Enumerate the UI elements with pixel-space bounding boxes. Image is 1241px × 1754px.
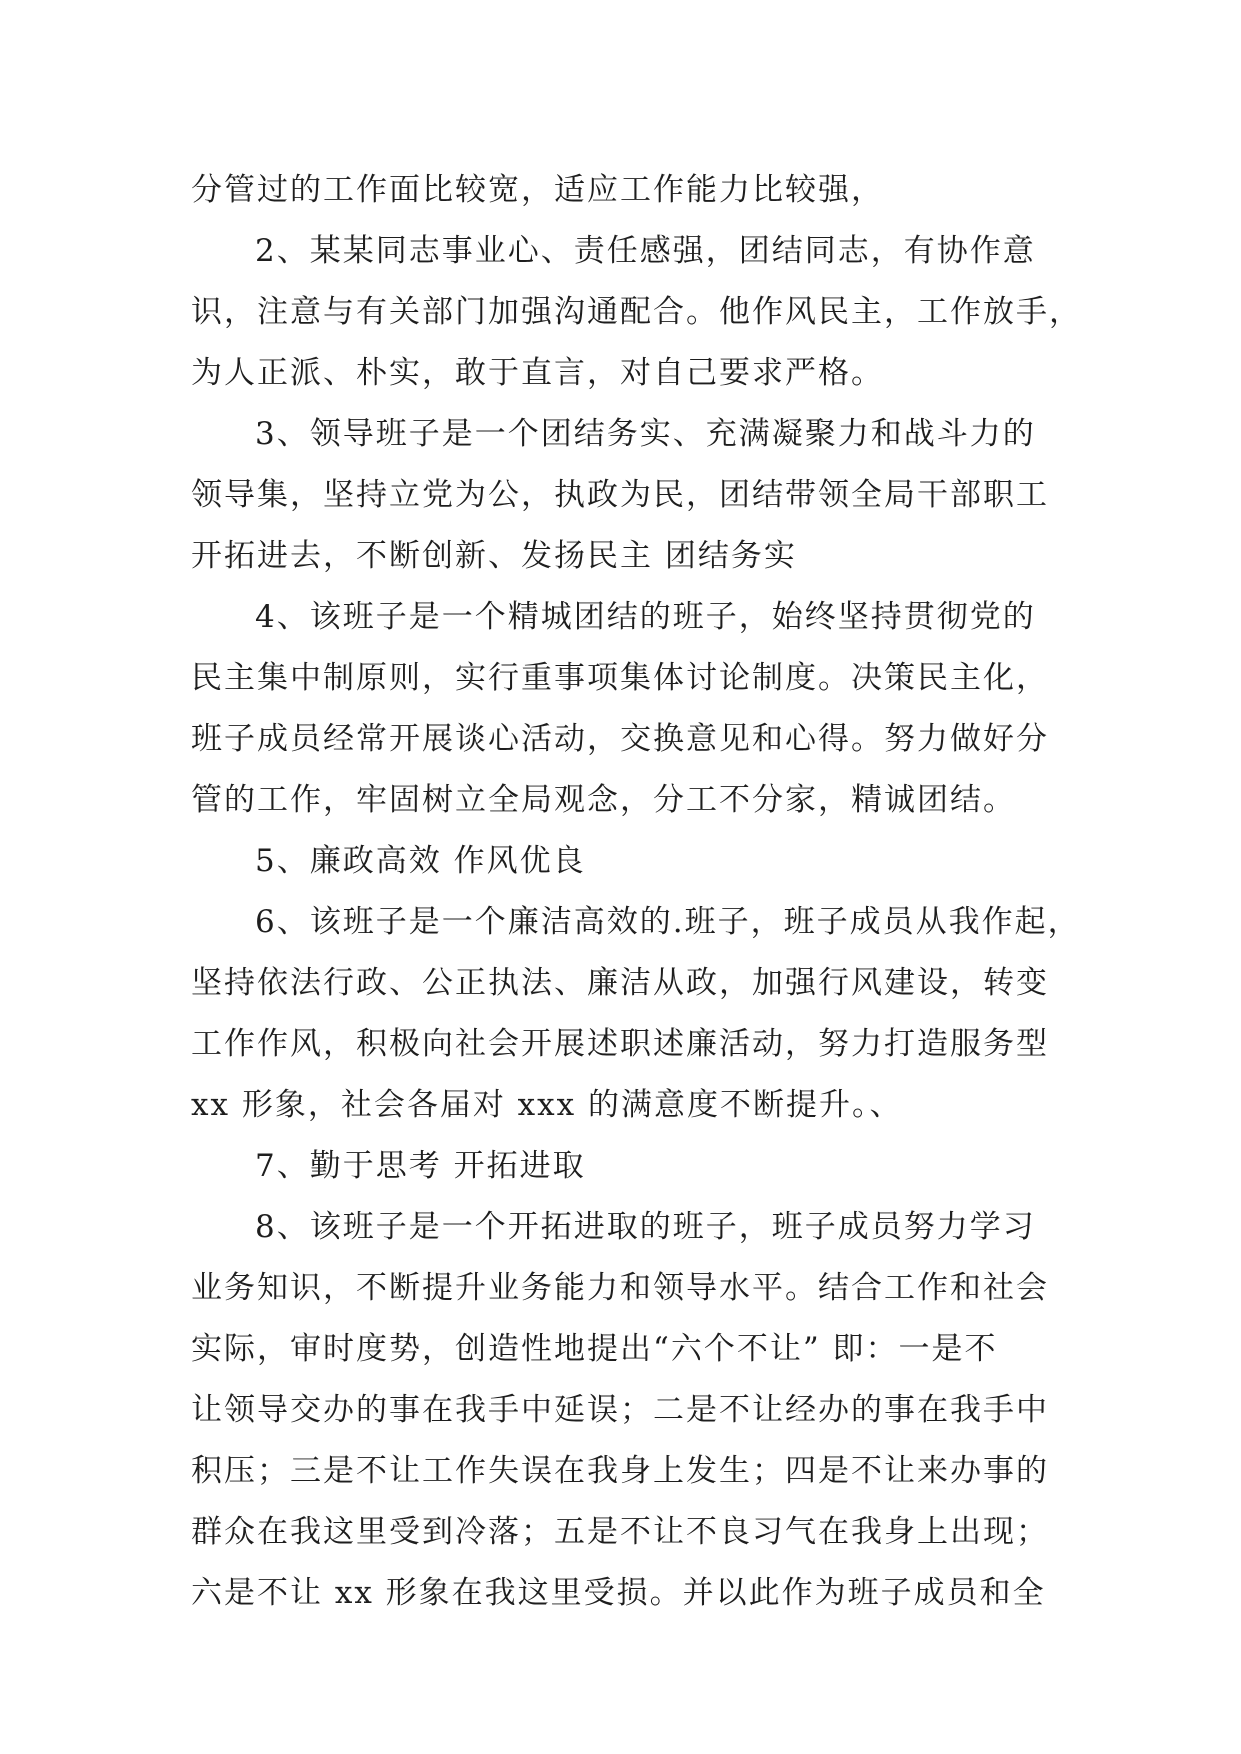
text-line: 为人正派、朴实，敢于直言，对自己要求严格。 <box>191 355 884 391</box>
paragraph <box>191 587 1051 831</box>
paragraph <box>191 221 1082 404</box>
text-line: 实际，审时度势，创造性地提出“六个不让” 即：一是不 <box>191 1331 998 1367</box>
paragraph <box>191 160 1051 221</box>
text-line: 8、该班子是一个开拓进取的班子，班子成员努力学习 <box>255 1209 1036 1245</box>
text-line: 领导集，坚持立党为公，执政为民，团结带领全局干部职工 <box>191 477 1049 513</box>
text-line: 6、该班子是一个廉洁高效的.班子，班子成员从我作起， <box>255 904 1081 940</box>
document-body <box>191 160 1082 1624</box>
text-line: 六是不让 xx 形象在我这里受损。并以此作为班子成员和全 <box>191 1575 1046 1611</box>
text-line: 2、某某同志事业心、责任感强，团结同志，有协作意 <box>255 233 1036 269</box>
paragraph <box>191 404 1051 587</box>
text-line: 识，注意与有关部门加强沟通配合。他作风民主，工作放手， <box>191 294 1082 330</box>
text-line: 群众在我这里受到冷落；五是不让不良习气在我身上出现； <box>191 1514 1049 1550</box>
text-line: 3、领导班子是一个团结务实、充满凝聚力和战斗力的 <box>255 416 1036 452</box>
text-line: 民主集中制原则，实行重事项集体讨论制度。决策民主化， <box>191 660 1049 696</box>
text-line: 管的工作，牢固树立全局观念，分工不分家，精诚团结。 <box>191 782 1016 818</box>
text-line: xx 形象，社会各届对 xxx 的满意度不断提升。、 <box>191 1087 903 1123</box>
text-line: 坚持依法行政、公正执法、廉洁从政，加强行风建设，转变 <box>191 965 1049 1001</box>
text-line: 积压；三是不让工作失误在我身上发生；四是不让来办事的 <box>191 1453 1049 1489</box>
paragraph <box>191 892 1081 1136</box>
section-heading <box>191 831 1051 892</box>
text-line: 让领导交办的事在我手中延误；二是不让经办的事在我手中 <box>191 1392 1049 1428</box>
text-line: 分管过的工作面比较宽，适应工作能力比较强， <box>191 172 884 208</box>
section-heading <box>191 1136 1051 1197</box>
text-line: 开拓进去，不断创新、发扬民主 团结务实 <box>191 538 797 574</box>
text-line: 班子成员经常开展谈心活动，交换意见和心得。努力做好分 <box>191 721 1049 757</box>
text-line: 5、廉政高效 作风优良 <box>255 843 586 879</box>
text-line: 4、该班子是一个精城团结的班子，始终坚持贯彻党的 <box>255 599 1036 635</box>
text-line: 工作作风，积极向社会开展述职述廉活动，努力打造服务型 <box>191 1026 1049 1062</box>
text-line: 7、勤于思考 开拓进取 <box>255 1148 586 1184</box>
paragraph <box>191 1197 1051 1624</box>
text-line: 业务知识，不断提升业务能力和领导水平。结合工作和社会 <box>191 1270 1049 1306</box>
